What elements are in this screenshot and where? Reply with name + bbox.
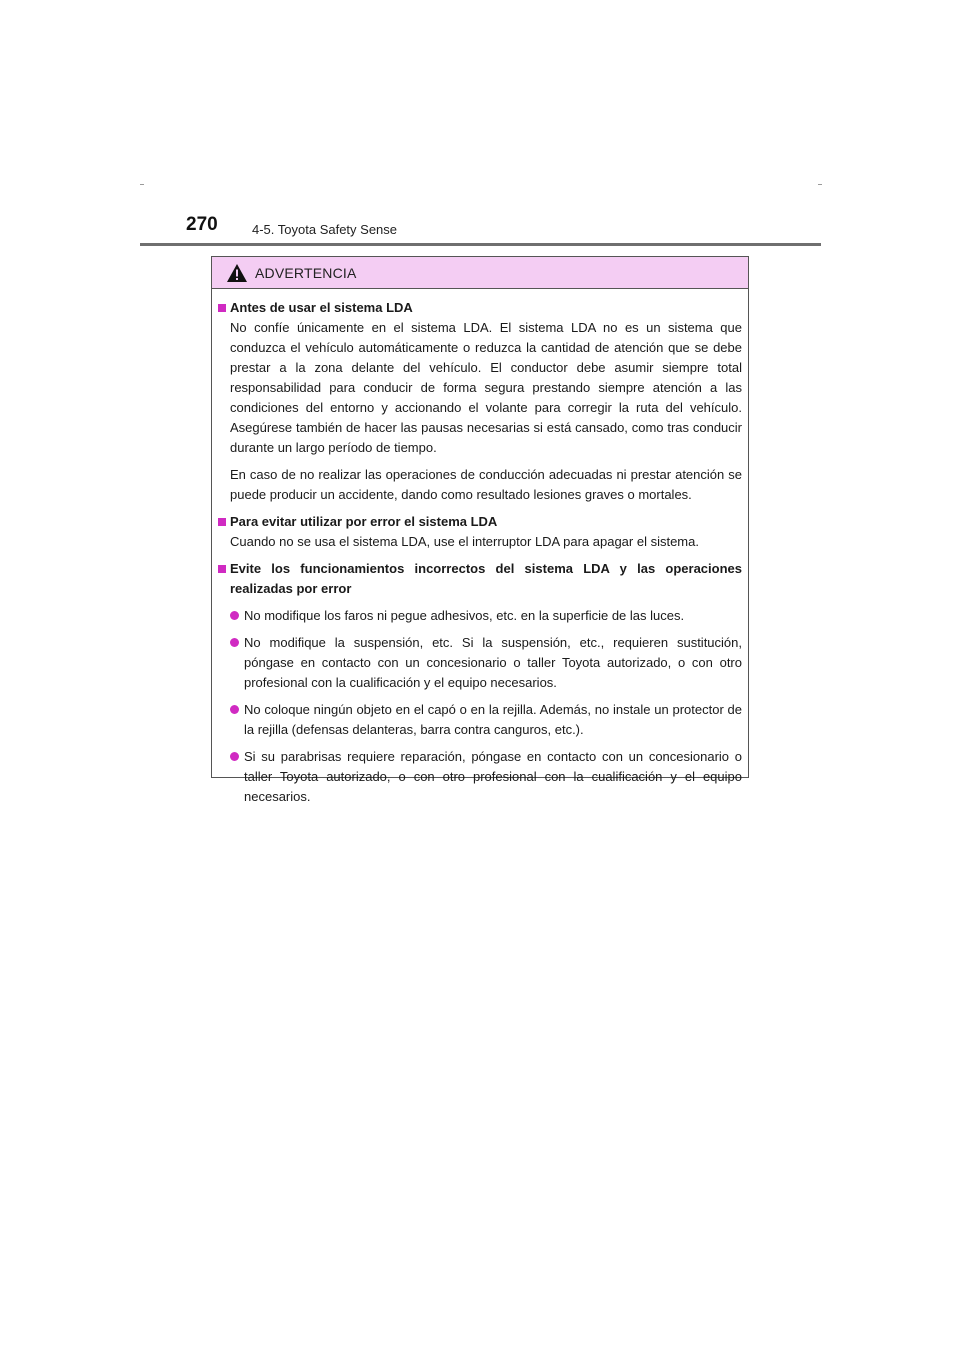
list-item-text: No coloque ningún objeto en el capó o en la rejilla. Además, no instale un protector de la rejilla (defensas delanteras, barra contra canguros, etc.). (244, 702, 742, 737)
round-bullet-icon (230, 752, 239, 761)
list-item-text: Si su parabrisas requiere reparación, póngase en contacto con un concesionario o taller Toyota autorizado, o con otro profesional con la cualificación y el equipo necesarios. (244, 749, 742, 804)
paragraph: Cuando no se usa el sistema LDA, use el interruptor LDA para apagar el sistema. (230, 534, 699, 549)
section-heading-text: Evite los funcionamientos incorrectos del sistema LDA y las operaciones realizadas por error (230, 561, 742, 596)
round-bullet-icon (230, 611, 239, 620)
crop-mark-left (140, 184, 144, 185)
list-item (230, 606, 742, 626)
list-item-text: No modifique la suspensión, etc. Si la suspensión, etc., requieren sustitución, póngase en contacto con un concesionario o taller Toyota autorizado, o con otro profesional con la cualificación y el equipo necesarios. (244, 635, 742, 690)
warning-section-2 (218, 512, 742, 552)
section-heading-text: Antes de usar el sistema LDA (230, 300, 413, 315)
list-item (230, 700, 742, 740)
crop-mark-right (818, 184, 822, 185)
warning-title: ADVERTENCIA (255, 264, 357, 281)
page-number: 270 (186, 214, 218, 235)
warning-box (211, 256, 749, 804)
warning-triangle-icon (226, 263, 248, 283)
round-bullet-icon (230, 705, 239, 714)
section-title: 4-5. Toyota Safety Sense (252, 222, 398, 237)
section-heading (218, 512, 742, 532)
list-item-text: No modifique los faros ni pegue adhesivos, etc. en la superficie de las luces. (244, 608, 685, 623)
square-bullet-icon (218, 565, 226, 573)
header-rule (140, 243, 821, 246)
paragraph: No confíe únicamente en el sistema LDA. El sistema LDA no es un sistema que conduzca el vehículo automáticamente o reduzca la cantidad de atención que se debe prestar a la zona delante del vehículo. El conductor debe asumir siempre total responsabilidad para conducir de forma segura prestando siempre atención a las condiciones del entorno y accionando el volante para corregir la ruta del vehículo. Asegúrese también de hacer las pausas necesarias si está cansado, como tras conducir durante un largo período de tiempo. (230, 320, 742, 455)
list-item (230, 747, 742, 807)
square-bullet-icon (218, 304, 226, 312)
section-heading (218, 559, 742, 599)
warning-section-3 (218, 559, 742, 807)
section-heading (218, 298, 742, 318)
warning-header (212, 257, 748, 289)
warning-body (212, 289, 748, 807)
warning-section-1 (218, 298, 742, 505)
round-bullet-icon (230, 638, 239, 647)
paragraph: En caso de no realizar las operaciones de conducción adecuadas ni prestar atención se puede producir un accidente, dando como resultado lesiones graves o mortales. (230, 467, 742, 502)
list-item (230, 633, 742, 693)
section-heading-text: Para evitar utilizar por error el sistema LDA (230, 514, 498, 529)
square-bullet-icon (218, 518, 226, 526)
